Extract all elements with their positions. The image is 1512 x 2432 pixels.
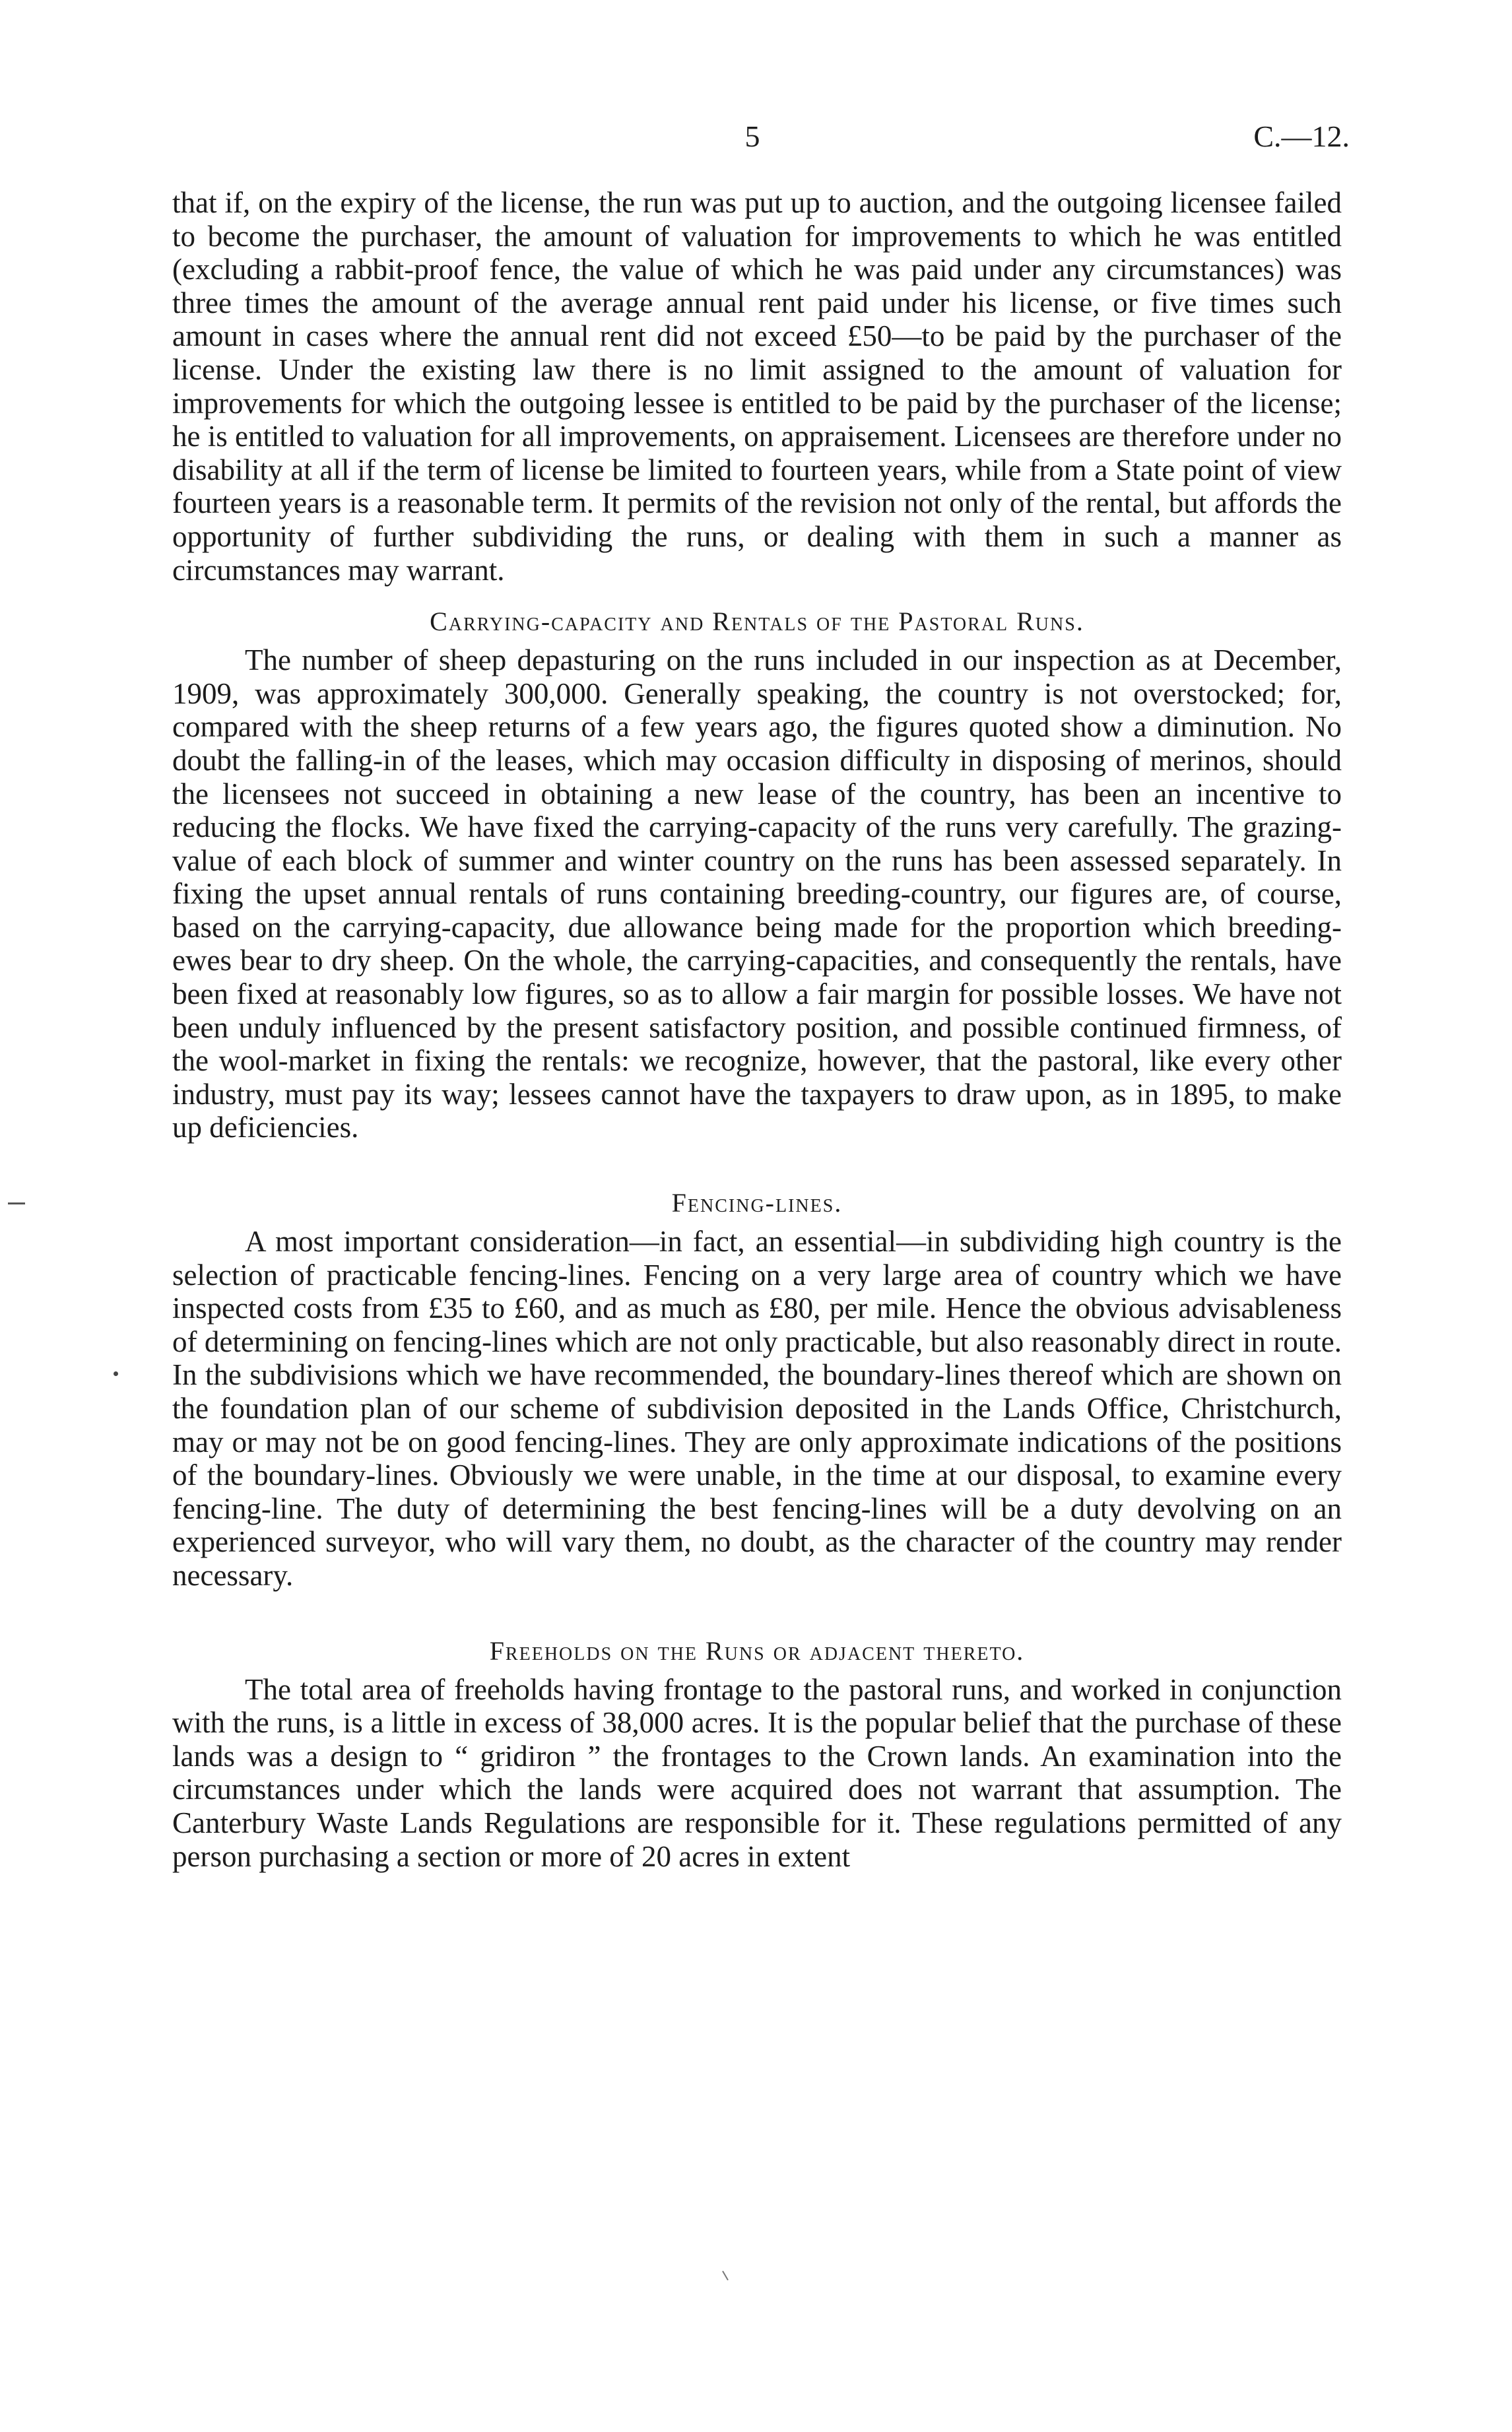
paragraph-license-valuation: that if, on the expiry of the license, the run was put up to auction, and the outgoing licensee failed to become the purchaser, the amount of valuation for improvements to which he was entitled (excluding a rabbit-proof fence, the value of which he was paid under any circumstances) was three times the amount of the average annual rent paid under his license, or five times such amount in cases where the annual rent did not exceed £50—to be paid by the purchaser of the license. Under the existing law there is no limit assigned to the amount of valuation for improvements for which the outgoing lessee is entitled to be paid by the purchaser of the license; he is entitled to valuation for all improvements, on appraisement. Licensees are therefore under no disability at all if the term of license be limited to fourteen years, while from a State point of view fourteen years is a reasonable term. It permits of the revision not only of the rental, but affords the opportunity of further subdividing the runs, or dealing with them in such a manner as circumstances may warrant. [172,186,1342,587]
page-body [172,186,1342,1873]
section-heading-freeholds: Freeholds on the Runs or adjacent thereto. [489,1635,1025,1666]
paragraph-freeholds: The total area of freeholds having frontage to the pastoral runs, and worked in conjunction with the runs, is a little in excess of 38,000 acres. It is the popular belief that the purchase of these lands was a design to “ gridiron ” the frontages to the Crown lands. An examination into the circumstances under which the lands were acquired does not warrant that assumption. The Canterbury Waste Lands Regulations are responsible for it. These regulations permitted of any person purchasing a section or more of 20 acres in extent [172,1672,1342,1873]
section-heading-fencing-lines: Fencing-lines. [671,1188,843,1218]
document-reference: C.—12. [1253,119,1350,153]
section-heading-carrying-capacity: Carrying-capacity and Rentals of the Pastoral Runs. [430,607,1084,637]
paragraph-fencing-lines: A most important consideration—in fact, an essential—in subdividing high country is the selection of practicable fencing-lines. Fencing on a very large area of country which we have inspected costs from £35 to £60, and as much as £80, per mile. Hence the obvious advisableness of determining on fencing-lines which are not only practicable, but also reasonably direct in route. In the subdivisions which we have recommended, the boundary-lines thereof which are shown on the foundation plan of our scheme of subdivision deposited in the Lands Office, Christchurch, may or may not be on good fencing-lines. They are only approximate indications of the positions of the boundary-lines. Obviously we were unable, in the time at our disposal, to examine every fencing-line. The duty of determining the best fencing-lines will be a duty devolving on an experienced surveyor, who will vary them, no doubt, as the character of the country may render necessary. [172,1225,1342,1592]
page-number: 5 [744,119,760,153]
paragraph-carrying-capacity: The number of sheep depasturing on the runs included in our inspection as at December, 1909, was approximately 300,000. Generally speaking, the country is not overstocked; for, compared with the sheep returns of a few years ago, the figures quoted show a diminution. No doubt the falling-in of the leases, which may occasion difficulty in disposing of merinos, should the licensees not succeed in obtaining a new lease of the country, has been an incentive to reducing the flocks. We have fixed the carrying-capacity of the runs very carefully. The grazing-value of each block of summer and winter country on the runs has been assessed separately. In fixing the upset annual rentals of runs containing breeding-country, our figures are, of course, based on the carrying-capacity, due allowance being made for the proportion which breeding-ewes bear to dry sheep. On the whole, the carrying-capacities, and consequently the rentals, have been fixed at reasonably low figures, so as to allow a fair margin for possible losses. We have not been unduly influenced by the present satisfactory position, and possible continued firmness, of the wool-market in fixing the rentals: we recognize, however, that the pastoral, like every other industry, must pay its way; lessees cannot have the taxpayers to draw upon, as in 1895, to make up deficiencies. [172,643,1342,1144]
stray-tick-mark [722,2271,729,2281]
margin-dash-mark [8,1202,25,1204]
margin-dot-mark [114,1371,118,1376]
page-header [0,119,1512,158]
